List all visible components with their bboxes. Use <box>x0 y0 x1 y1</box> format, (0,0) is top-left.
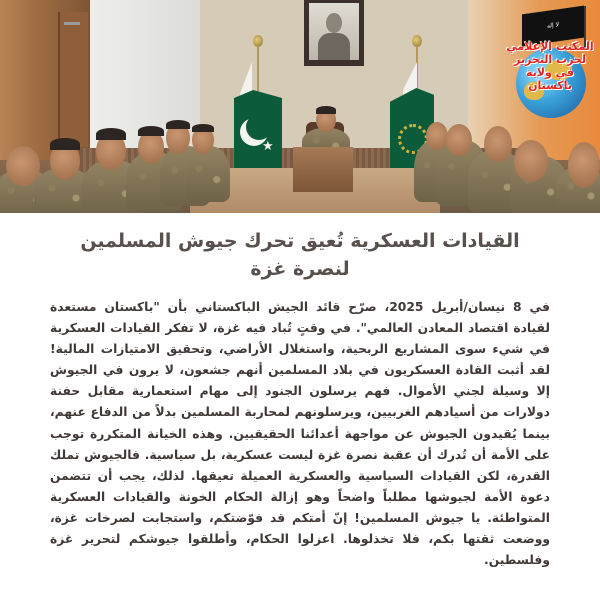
officer-hair <box>138 126 164 136</box>
article-title-line-2: لنصرة غزة <box>250 258 350 280</box>
star-icon: ★ <box>262 139 274 154</box>
article <box>0 213 600 600</box>
article-title <box>60 227 540 283</box>
door-handle <box>64 22 80 25</box>
officer-head <box>446 124 472 156</box>
officer-head <box>568 142 600 188</box>
officer-head <box>6 146 40 186</box>
portrait-face <box>326 13 342 33</box>
article-title-line-1: القيادات العسكرية تُعيق تحرك جيوش المسلمين <box>80 230 520 252</box>
article-body: في 8 نيسان/أبريل 2025، صرّح قائد الجيش الباكستاني بأن "باكستان مستعدة لقيادة اقتصاد المعادن العالمي". في وقتٍ تُباد فيه غزة، لا تفكر القيادات العسكرية في شيء سوى المشاريع الربحية، واستغلال الأراضي، وتحقيق الامتيازات المالية! لقد أثبت القادة العسكريون في بلاد المسلمين أنهم جشعون، لا يرون في الجيوش إلا وسيلة لجني الأموال. فهم يرسلون الجنود إلى مهام استعمارية مقابل حفنة دولارات من أسيادهم الغربيين، ويرسلونهم لمحاربة المسلمين بدلاً من الدفاع عنهم، بينما يُقيدون الجيوش عن مواجهة أعدائنا الحقيقيين. وهذه الخيانة المتكررة توجب على الأمة أن تُدرك أن عقبة نصرة غزة ليست عسكرية، بل سياسية. فالجيوش تملك القدرة، لكن القيادات السياسية والعسكرية العميلة تعيقها. لذلك، يجب أن تتضمن دعوة الأمة لجيوشها مطلباً واضحاً وهو إزالة الحكام الخونة والقيادات العسكرية المتواطئة. يا جيوش المسلمين! إنّ أمتكم قد فوّضتكم، واستجابت لصرخات غزة، ووضعت ثقتها بكم، فلا تخذلوها. اعزلوا الحكام، وأطلقوا جيوشكم لتحرير غزة وفلسطين. <box>50 300 550 568</box>
officer-hair <box>96 128 126 140</box>
officer-chief-hair <box>316 106 336 114</box>
officer-head <box>484 126 512 162</box>
portrait-frame <box>304 0 364 66</box>
officer-hair <box>50 138 80 150</box>
officer-hair <box>166 120 190 129</box>
door <box>58 12 88 147</box>
logo-line-2: لحزب التحرير <box>514 53 586 66</box>
lectern <box>293 147 353 192</box>
logo-text <box>506 40 594 92</box>
portrait-body <box>318 33 350 60</box>
officer-head <box>514 140 548 182</box>
crescent-cut <box>246 114 272 140</box>
media-office-logo <box>506 6 594 106</box>
officer <box>186 146 230 202</box>
officer-hair <box>192 124 214 132</box>
portrait-image <box>309 3 359 60</box>
logo-line-3: في ولاية باكستان <box>526 66 574 92</box>
header-photo <box>0 0 600 213</box>
black-banner-icon: لا إله <box>522 6 584 47</box>
logo-line-1: المكتب الإعلامي <box>506 40 594 53</box>
